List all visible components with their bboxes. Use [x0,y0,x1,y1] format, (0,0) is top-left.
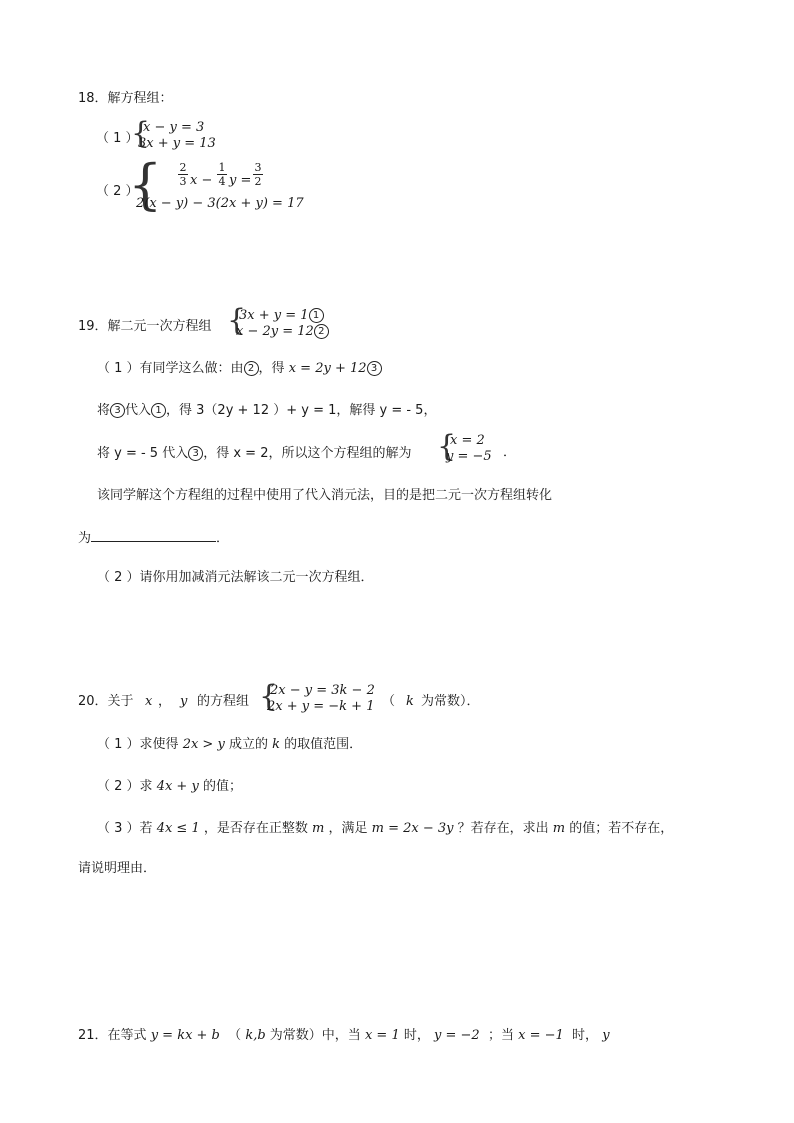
q18-part1-label: （ 1 ） [96,131,139,146]
q19-solution-y: y = −5 [446,449,492,464]
q19-line3-text: 将 y = - 5 代入 3 ，得 x = 2，所以这个方程组的解为 [97,446,412,461]
q19-system-eq1: 3x + y = 1 1 [239,308,324,323]
q20-part1: （ 1 ）求使得 2x > y 成立的 k 的取值范围． [97,737,363,752]
q19-eq3: x = 2y + 12 [288,361,367,376]
answer-blank[interactable] [91,530,216,542]
q20-system-eq2: 2x + y = −k + 1 [267,699,375,714]
q18-part1-eq1: x − y = 3 [143,120,205,135]
q20-heading-b: 的方程组 [197,694,250,709]
q19-part1-line2: 将 3 代入 1 ，得 3（2y + 12 ）+ y = 1，解得 y = - 5， [97,403,437,418]
circled-number: 3 [188,446,203,461]
q19-heading-text: 19．解二元一次方程组 [78,319,212,334]
q21-line1: 21．在等式 y = kx + b （ k,b 为常数）中，当 x = 1 时， y = −2 ；当 x = −1 时， y [78,1028,610,1043]
q18-part1-eq2: 3x + y = 13 [138,136,216,151]
left-brace-icon: { [227,303,247,338]
left-brace-icon: { [131,116,151,151]
q20-comma: ， [158,694,172,709]
circled-number: 1 [309,308,324,323]
q19-line3-end: ． [503,445,517,460]
left-brace-icon: { [437,429,457,464]
left-brace-icon: { [128,153,163,216]
q18-part2-eq2: 2(x − y) − 3(2x + y) = 17 [136,196,304,211]
q18-part2-y-eq: y = [229,173,252,188]
q20-part3-line2: 请说明理由． [78,861,157,876]
circled-number: 3 [367,361,382,376]
q19-system-eq2: x − 2y = 12 2 [236,324,329,339]
q19-part1-line5: 为 ． [78,531,230,546]
q20-var-k: k [406,694,414,709]
q18-heading: 18．解方程组： [78,91,173,106]
circled-number: 1 [151,403,166,418]
circled-number: 2 [314,324,329,339]
q20-heading-d: 为常数）． [421,694,480,709]
fraction-three-halves: 3 2 [254,161,262,188]
circled-number: 3 [110,403,125,418]
q18-part2-label: （ 2 ） [96,184,139,199]
q19-part2: （ 2 ）请你用加减消元法解该二元一次方程组． [97,570,374,585]
fraction-two-thirds: 2 3 [179,161,187,188]
q20-heading-c: （ [382,694,396,709]
q20-system-eq1: 2x − y = 3k − 2 [270,683,375,698]
q20-var-x: x [145,694,153,709]
q19-solution-x: x = 2 [450,433,485,448]
q20-var-y: y [180,694,188,709]
circled-number: 2 [244,361,259,376]
q20-heading-a: 20．关于 [78,694,134,709]
fraction-one-quarter: 1 4 [218,161,226,188]
q20-part3: （ 3 ）若 4x ≤ 1 ，是否存在正整数 m ，满足 m = 2x − 3y ？若存在，求出 m 的值；若不存在， [97,821,674,836]
q19-part1-line1: （ 1 ）有同学这么做：由 2 ，得 x = 2y + 12 3 [97,361,382,376]
q19-part1-line4: 该同学解这个方程组的过程中使用了代入消元法，目的是把二元一次方程组转化 [97,488,553,503]
q20-part2: （ 2 ）求 4x + y 的值； [97,779,242,794]
left-brace-icon: { [259,679,279,714]
q18-part2-x-minus: x − [190,173,213,188]
